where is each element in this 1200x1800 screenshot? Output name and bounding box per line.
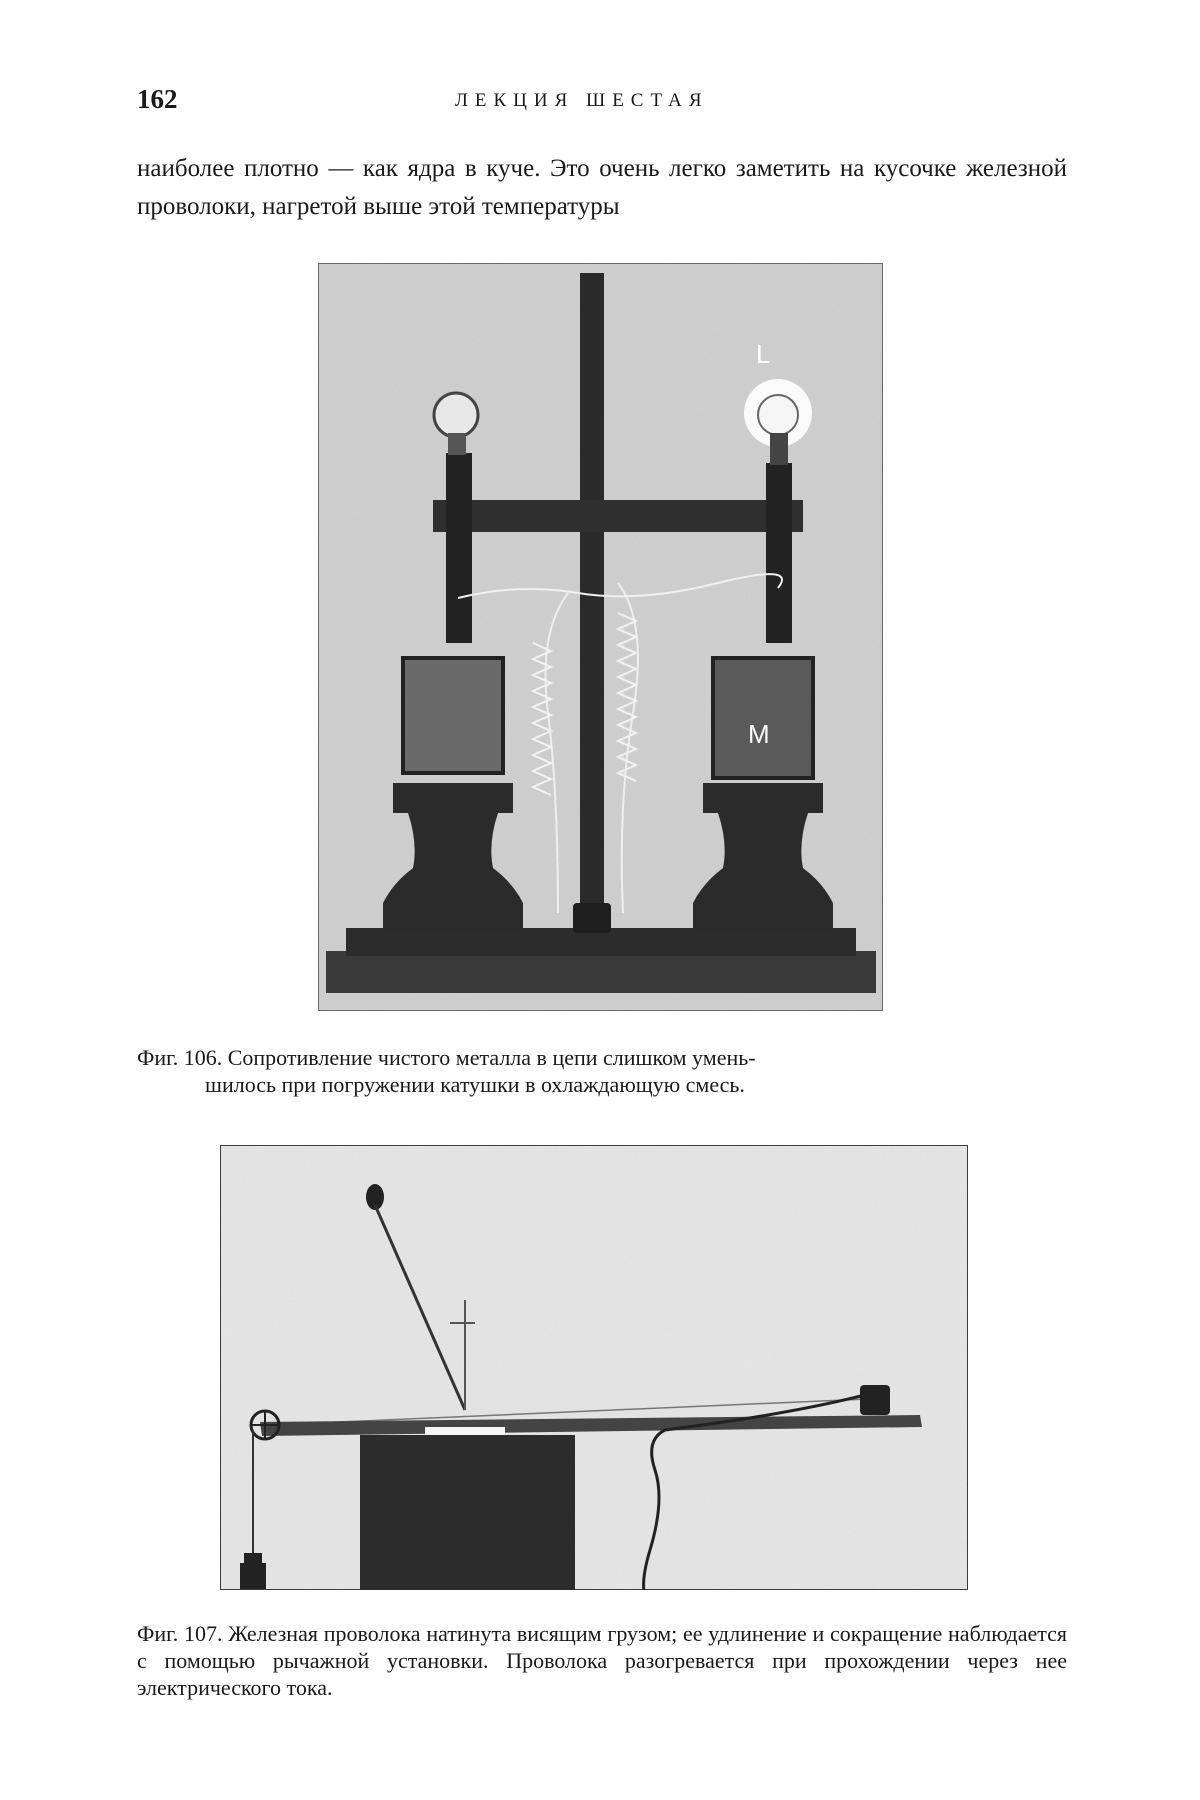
support-block <box>360 1435 575 1590</box>
figure-107-caption-text: Железная проволока натинута висящим грузом; ее удлинение и сокращение наблюдается с помощью рычажной установки. Проволока разогревается при прохождении через нее электрического тока. <box>137 1621 1068 1700</box>
page-number: 162 <box>137 84 178 114</box>
clamp <box>860 1385 890 1415</box>
coil-label: M <box>748 719 770 749</box>
left-lamp <box>434 393 478 437</box>
central-rod <box>580 273 604 933</box>
figure-106-label: Фиг. 106. <box>137 1045 223 1070</box>
right-coil-box <box>713 658 813 778</box>
figure-106-photo <box>318 263 883 1011</box>
body-paragraph: наиболее плотно — как ядра в куче. Это очень легко заметить на кусочке железной проволоки, нагретой выше этой температуры <box>137 155 1067 220</box>
figure-106-caption-line1: Сопротивление чистого металла в цепи слишком умень- <box>227 1045 756 1070</box>
figure-106-caption <box>137 1044 1067 1098</box>
left-coil-box <box>403 658 503 773</box>
base-board <box>326 951 876 993</box>
figure-107-label: Фиг. 107. <box>137 1621 223 1646</box>
figure-107-photo <box>220 1145 968 1590</box>
figure-107-caption <box>137 1620 1067 1701</box>
lamp-label: L <box>756 339 771 369</box>
crossbar <box>433 500 803 532</box>
figure-106-caption-line2: шилось при погружении катушки в охлаждающую смесь. <box>205 1072 745 1097</box>
running-head: ЛЕКЦИЯ ШЕСТАЯ <box>455 90 709 111</box>
